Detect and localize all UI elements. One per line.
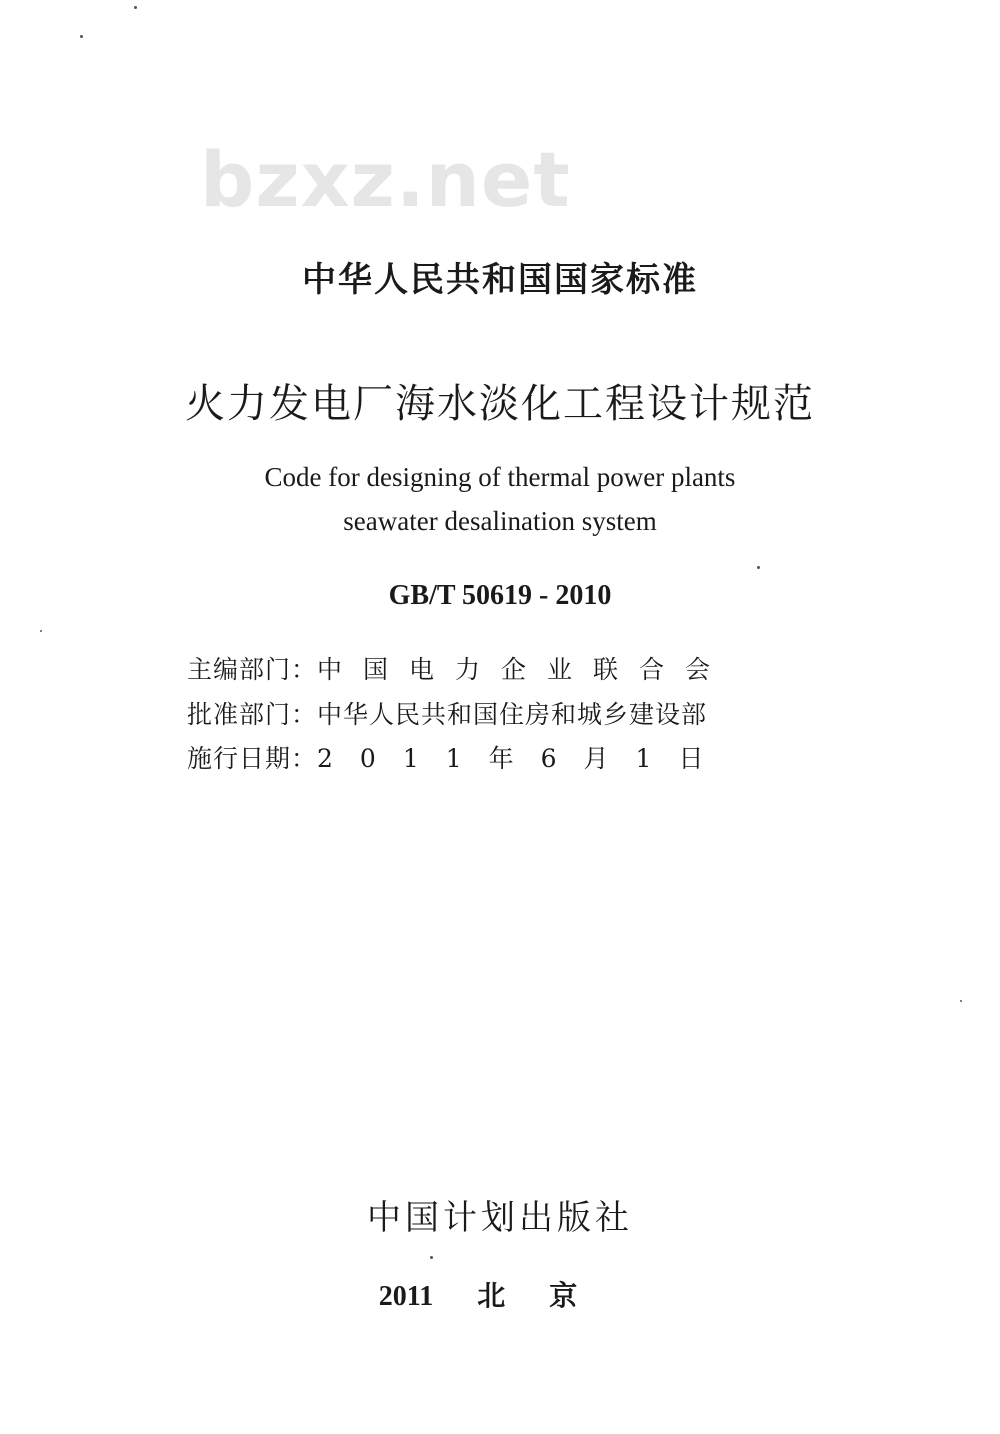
english-title-line-2: seawater desalination system [343, 506, 657, 536]
editor-label: 主编部门： [187, 655, 318, 684]
editor-row [187, 655, 787, 685]
effective-date-label: 施行日期： [187, 744, 318, 773]
scan-speck [960, 1000, 962, 1002]
approver-label: 批准部门： [187, 700, 318, 729]
scan-speck [134, 6, 137, 9]
effective-date-row [187, 744, 787, 774]
imprint [0, 1274, 1000, 1314]
scan-speck [40, 630, 42, 632]
standard-number: GB/T 50619 - 2010 [388, 580, 612, 611]
scan-speck [757, 566, 760, 569]
approver-row [187, 700, 787, 730]
approver-value: 中华人民共和国住房和城乡建设部 [317, 700, 708, 729]
publisher-name: 中国计划出版社 [367, 1198, 633, 1238]
editor-value: 中国电力企业联合会 [317, 655, 732, 684]
scan-speck [80, 35, 83, 38]
imprint-city: 北京 [477, 1279, 622, 1312]
watermark-logo: bzxz.net [200, 135, 571, 224]
english-title-line-1: Code for designing of thermal power plants [264, 462, 736, 492]
effective-date-value: 2011年6月1日 [317, 744, 731, 773]
scan-speck [430, 1256, 433, 1259]
series-title: 中华人民共和国国家标准 [302, 260, 698, 300]
main-title: 火力发电厂海水淡化工程设计规范 [185, 381, 815, 427]
imprint-year: 2011 [378, 1281, 434, 1312]
